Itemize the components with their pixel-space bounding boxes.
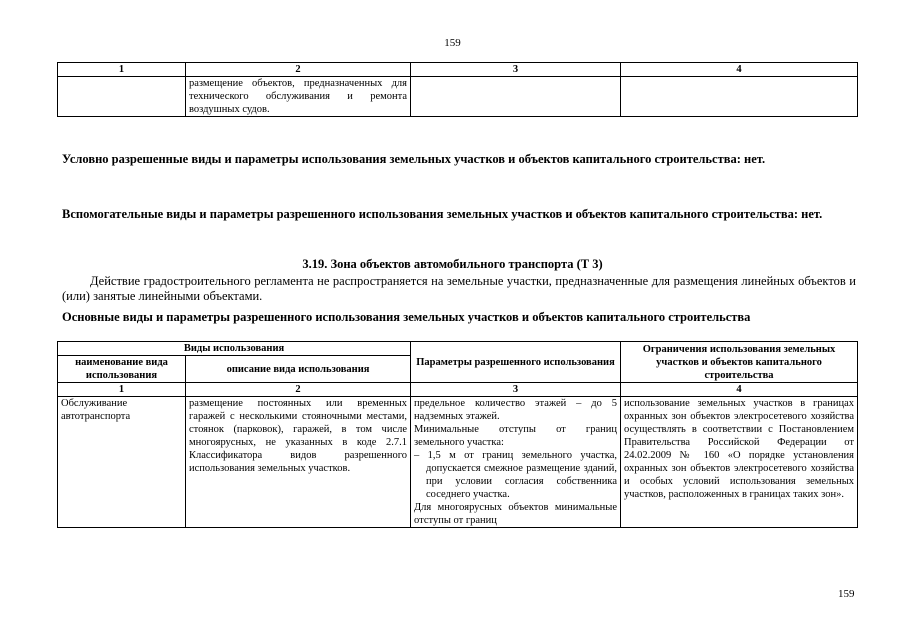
col1-header: наименование вида использования — [58, 356, 186, 383]
col4-header: Ограничения использования земельных участков и объектов капитального строительства — [621, 342, 858, 383]
zone-description: Действие градостроительного регламента не распространяется на земельные участки, предназначенные для размещения линейных объектов и (или) занятые линейными объектами. — [62, 274, 856, 303]
continuation-table — [57, 62, 858, 117]
use-name-cell: Обслуживание автотранспорта — [58, 397, 186, 528]
parameters-cell — [411, 397, 621, 528]
basic-uses-heading: Основные виды и параметры разрешенного использования земельных участков и объектов капитального строительства — [62, 310, 751, 324]
column-numbers-row — [58, 383, 858, 397]
col3-header: Параметры разрешенного использования — [411, 342, 621, 383]
table-row — [58, 397, 858, 528]
column-number-1: 1 — [58, 63, 186, 77]
use-description-cell: размещение постоянных или временных гаражей с несколькими стояночными местами, стоянок (парковок), гаражей, в том числе многоярусных, не указанных в коде 2.7.1 Классификатора видов разрешенного использования земельных участков. — [186, 397, 411, 528]
parameter-floors: предельное количество этажей – до 5 надземных этажей. — [414, 398, 618, 422]
conditional-use-text: Условно разрешенные виды и параметры использования земельных участков и объектов капитального строительства: нет. — [62, 152, 766, 166]
main-uses-table — [57, 341, 858, 528]
table-row — [58, 77, 858, 117]
table-cell — [411, 77, 621, 117]
column-number-3: 3 — [411, 383, 621, 397]
parameter-setbacks-heading: Минимальные отступы от границ земельного участка: — [414, 424, 618, 448]
column-number-2: 2 — [186, 383, 411, 397]
table-cell — [621, 77, 858, 117]
page-number-bottom: 159 — [838, 588, 855, 600]
table-cell: размещение объектов, предназначенных для технического обслуживания и ремонта воздушных судов. — [186, 77, 411, 117]
auxiliary-use-text: Вспомогательные виды и параметры разрешенного использования земельных участков и объектов капитального строительства: нет. — [62, 207, 823, 221]
zone-title: 3.19. Зона объектов автомобильного транспорта (Т 3) — [302, 257, 603, 271]
parameter-setback-item: – 1,5 м от границ земельного участка, допускается смежное размещение зданий, при условии согласия собственника соседнего участка. — [414, 450, 618, 500]
column-number-3: 3 — [411, 63, 621, 77]
table-header-row — [58, 342, 858, 356]
table-cell — [58, 77, 186, 117]
restrictions-cell: использование земельных участков в границах охранных зон объектов электросетевого хозяйства осуществлять в соответствии с Постановлением Правительства Российской Федерации от 24.02.2009 № 160 «О порядке установления охранных зон объектов электросетевого хозяйства и особых условий использования земельных участков, расположенных в границах таких зон». — [621, 397, 858, 528]
column-number-2: 2 — [186, 63, 411, 77]
page-number-top: 159 — [444, 37, 461, 49]
col2-header: описание вида использования — [186, 356, 411, 383]
continuation-table-header-row — [58, 63, 858, 77]
column-number-4: 4 — [621, 383, 858, 397]
group-header: Виды использования — [58, 342, 411, 356]
column-number-1: 1 — [58, 383, 186, 397]
parameter-multilevel: Для многоярусных объектов минимальные отступы от границ — [414, 502, 618, 526]
column-number-4: 4 — [621, 63, 858, 77]
